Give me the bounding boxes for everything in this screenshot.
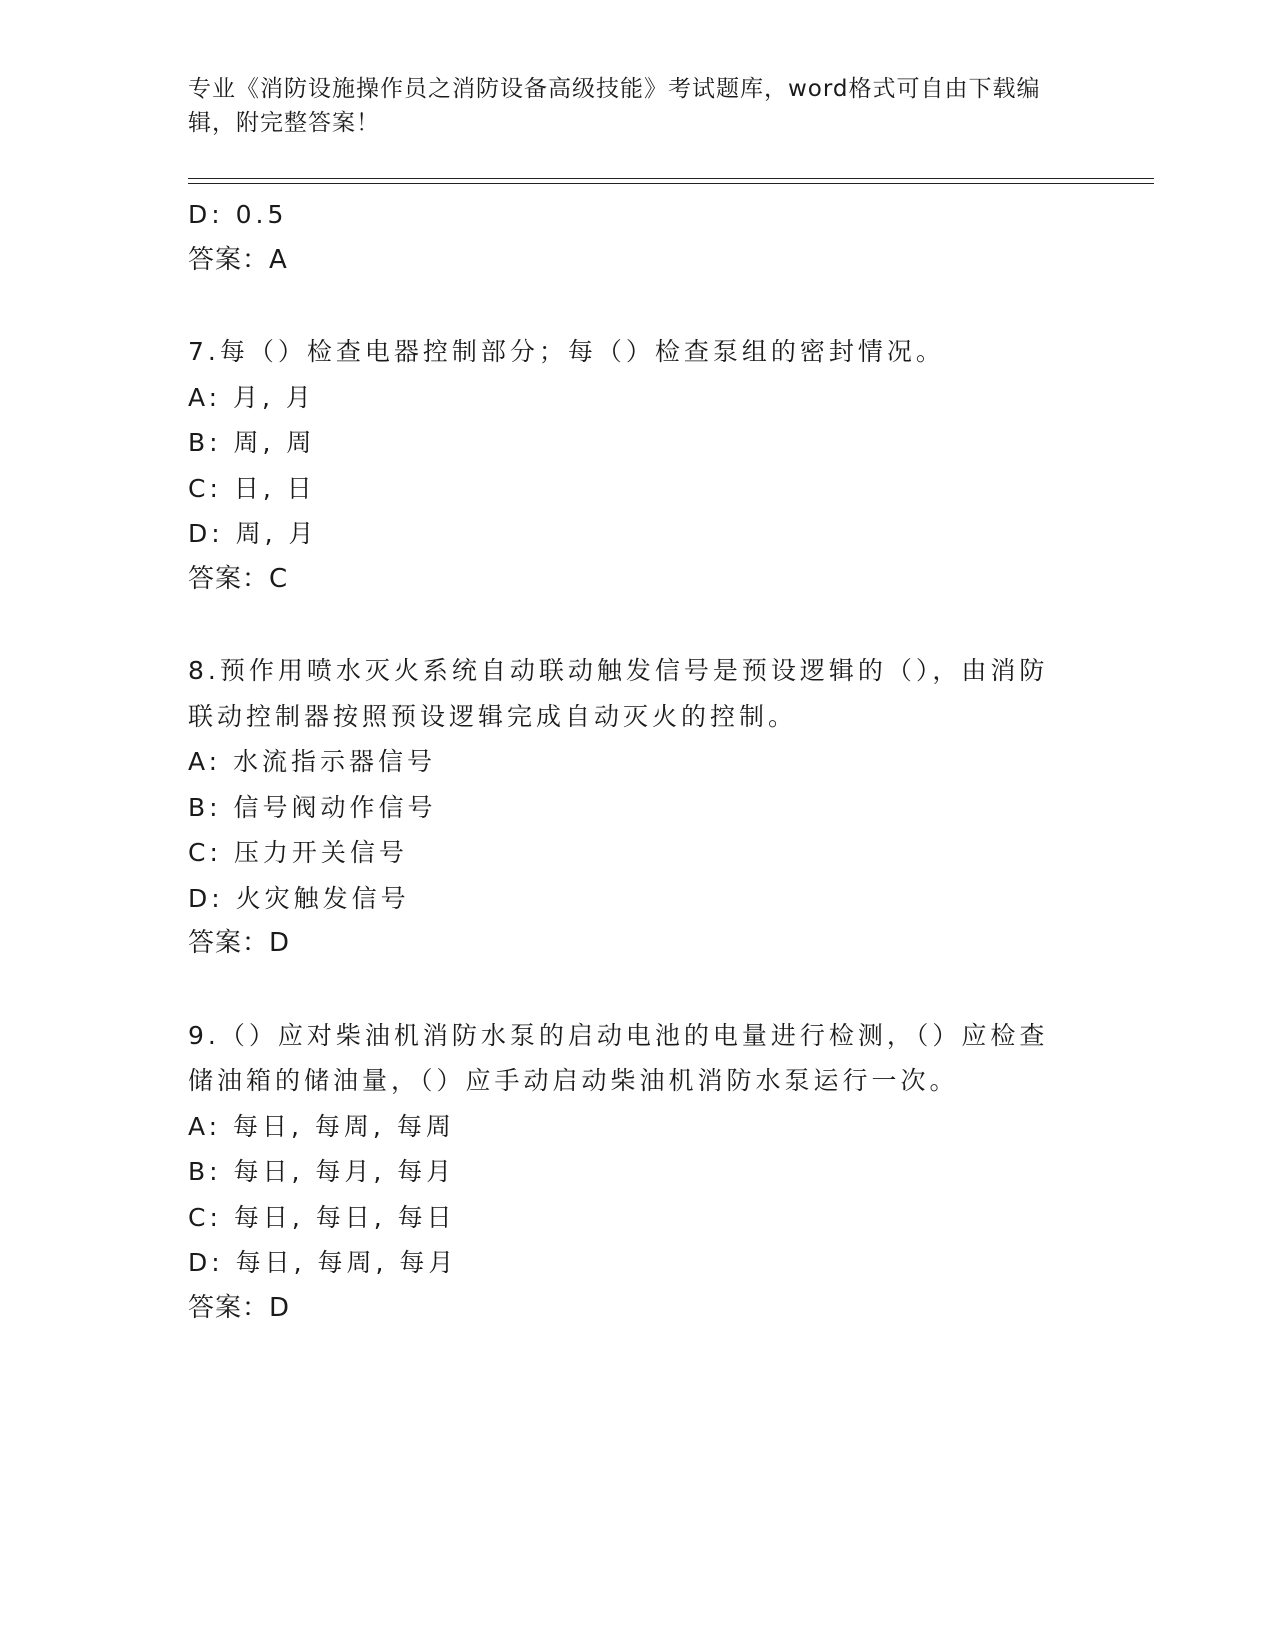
question-text: 9.（）应对柴油机消防水泵的启动电池的电量进行检测，（）应检查储油箱的储油量，（）应手动启动柴油机消防水泵运行一次。 [188, 1020, 1049, 1095]
option-a: A: 水流指示器信号 [188, 747, 437, 776]
question-text: 8.预作用喷水灭火系统自动联动触发信号是预设逻辑的（），由消防联动控制器按照预设逻辑完成自动灭火的控制。 [188, 656, 1049, 731]
spacer [188, 602, 1068, 648]
question-8 [188, 648, 1068, 967]
question-7 [188, 329, 1068, 602]
option-a: A: 每日, 每周, 每周 [188, 1111, 455, 1141]
option-c: C: 每日, 每日, 每日 [188, 1202, 456, 1232]
prev-answer: 答案：A [188, 244, 288, 275]
question-list [188, 192, 1068, 1331]
question-9 [188, 1013, 1068, 1332]
option-b: B: 周, 周 [188, 428, 316, 457]
option-d: D: 每日, 每周, 每月 [188, 1248, 458, 1277]
question-text: 7.每（）检查电器控制部分；每（）检查泵组的密封情况。 [188, 337, 945, 366]
option-d: D: 火灾触发信号 [188, 883, 410, 913]
answer: 答案：C [188, 563, 289, 594]
header-rule-top [188, 178, 1154, 179]
option-b: B: 信号阀动作信号 [188, 792, 437, 822]
option-a: A: 月, 月 [188, 382, 315, 412]
option-c: C: 压力开关信号 [188, 838, 408, 867]
document-header: 专业《消防设施操作员之消防设备高级技能》考试题库，word格式可自由下载编辑，附完整答案！ [188, 76, 1041, 136]
spacer [188, 967, 1068, 1013]
option-b: B: 每日, 每月, 每月 [188, 1157, 456, 1186]
spacer [188, 283, 1068, 329]
option-d: D: 周, 月 [188, 519, 318, 548]
prev-option-d: D: 0.5 [188, 200, 288, 229]
answer: 答案：D [188, 1292, 291, 1323]
answer: 答案：D [188, 928, 291, 958]
header-rule-bottom [188, 183, 1154, 184]
option-c: C: 日, 日 [188, 473, 316, 503]
